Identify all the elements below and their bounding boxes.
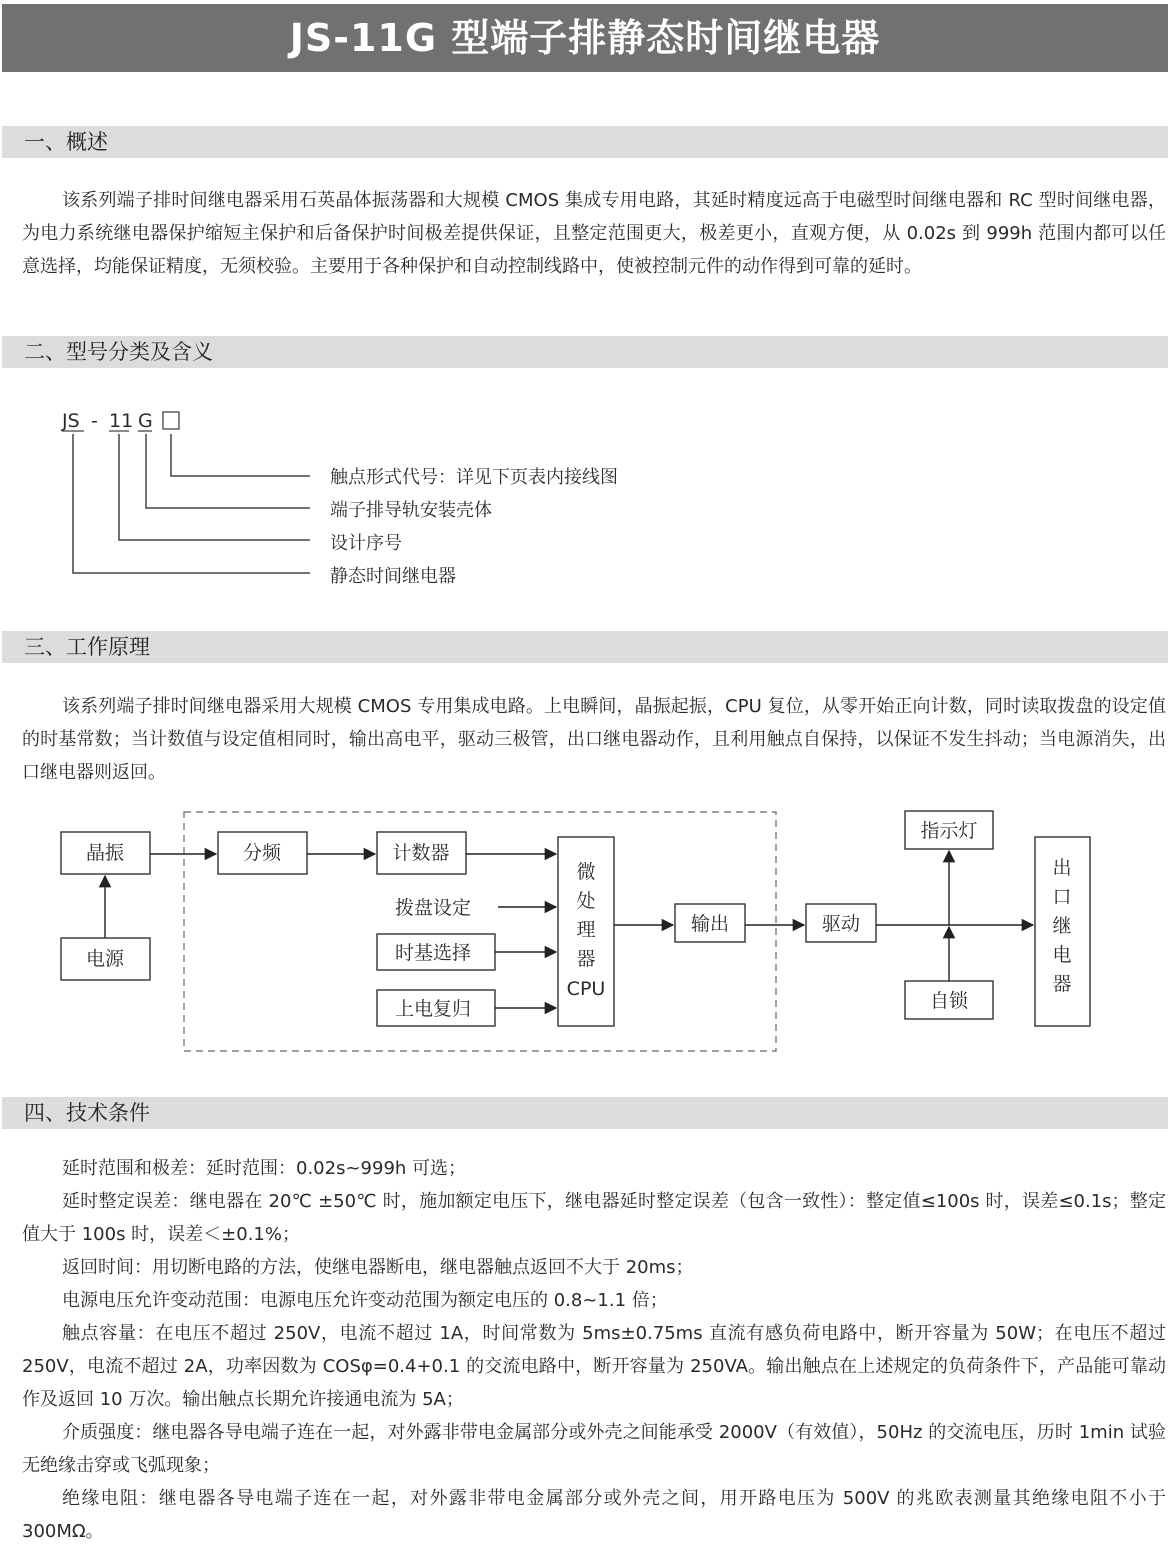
spec-return-time: 返回时间：用切断电路的方法，使继电器断电，继电器触点返回不大于 20ms； [62, 1257, 694, 1278]
model-code-dash: - [91, 410, 98, 432]
indicator-lamp-label: 指示灯 [920, 820, 978, 842]
tech-specs-list [22, 1152, 1166, 1548]
section-specs-heading: 四、技术条件 [2, 1097, 1168, 1129]
timebase-label: 时基选择 [394, 942, 472, 964]
model-label-contact: 触点形式代号：详见下页表内接线图 [330, 467, 618, 488]
cpu-char-2: 处 [576, 890, 596, 912]
model-code-number: 11 [109, 410, 134, 432]
model-code-diagram [0, 400, 700, 600]
relay-char-5: 器 [1052, 973, 1072, 995]
spec-voltage-range: 电源电压允许变动范围：电源电压允许变动范围为额定电压的 0.8~1.1 倍； [62, 1290, 668, 1311]
model-code-leader-lines [73, 434, 310, 573]
divider-label: 分频 [242, 842, 282, 864]
crystal-label: 晶振 [85, 842, 125, 864]
model-label-housing: 端子排导轨安装壳体 [330, 500, 492, 521]
drive-label: 驱动 [821, 913, 861, 935]
section-overview-heading: 一、概述 [2, 126, 1168, 158]
spec-delay-range: 延时范围和极差：延时范围：0.02s~999h 可选； [62, 1158, 467, 1179]
cpu-char-4: 器 [576, 948, 596, 970]
page-title: JS-11G 型端子排静态时间继电器 [2, 4, 1168, 72]
block-diagram [0, 800, 1170, 1060]
spec-insulation-resistance: 绝缘电阻：继电器各导电端子连在一起，对外露非带电金属部分或外壳之间，用开路电压为 500V 的兆欧表测量其绝缘电阻不小于 300MΩ。 [22, 1488, 1166, 1542]
model-label-design: 设计序号 [330, 533, 402, 554]
overview-paragraph: 该系列端子排时间继电器采用石英晶体振荡器和大规模 CMOS 集成专用电路，其延时精度远高于电磁型时间继电器和 RC 型时间继电器，为电力系统继电器保护缩短主保护和后备保护时间极差提供保证，且整定范围更大，极差更小，直观方便，从 0.02s 到 999h 范围内都可以任意选择，均能保证精度，无须校验。主要用于各种保护和自动控制线路中，使被控制元件的动作得到可靠的延时。 [22, 190, 1166, 277]
model-code-g: G [138, 410, 153, 432]
relay-char-4: 电 [1052, 944, 1072, 966]
section-model-heading: 二、型号分类及含义 [2, 336, 1168, 368]
model-label-relay: 静态时间继电器 [330, 566, 456, 587]
relay-char-2: 口 [1052, 886, 1072, 908]
cpu-label: CPU [566, 978, 606, 1000]
spec-delay-error: 延时整定误差：继电器在 20℃ ±50℃ 时，施加额定电压下，继电器延时整定误差（包含一致性）：整定值≤100s 时，误差≤0.1s；整定值大于 100s 时，误差＜±0.1%； [22, 1191, 1166, 1245]
cpu-char-3: 理 [576, 919, 596, 941]
section-principle-heading: 三、工作原理 [2, 631, 1168, 663]
relay-char-1: 出 [1052, 857, 1072, 879]
self-lock-label: 自锁 [929, 990, 969, 1012]
spec-contact-capacity: 触点容量：在电压不超过 250V，电流不超过 1A，时间常数为 5ms±0.75ms 直流有感负荷电路中，断开容量为 50W；在电压不超过 250V，电流不超过 2A，功率因数为 COSφ=0.4+0.1 的交流电路中，断开容量为 250VA。输出触点在上述规定的负荷条件下，产品能可靠动作及返回 10 万次。输出触点长期允许接通电流为 5A； [22, 1323, 1166, 1410]
spec-dielectric-strength: 介质强度：继电器各导电端子连在一起，对外露非带电金属部分或外壳之间能承受 2000V（有效值），50Hz 的交流电压，历时 1min 试验无绝缘击穿或飞弧现象； [22, 1422, 1166, 1476]
output-label: 输出 [690, 913, 730, 935]
principle-paragraph: 该系列端子排时间继电器采用大规模 CMOS 专用集成电路。上电瞬间，晶振起振，CPU 复位，从零开始正向计数，同时读取拨盘的设定值的时基常数；当计数值与设定值相同时，输出高电平，驱动三极管，出口继电器动作，且利用触点自保持，以保证不发生抖动；当电源消失，出口继电器则返回。 [22, 696, 1166, 783]
model-code-placeholder-box [163, 412, 179, 429]
power-on-reset-label: 上电复归 [394, 998, 472, 1020]
dial-setting-label: 拨盘设定 [394, 897, 472, 919]
model-code-js: JS [62, 410, 80, 432]
counter-label: 计数器 [392, 842, 450, 864]
cpu-char-1: 微 [576, 861, 596, 883]
relay-char-3: 继 [1052, 915, 1072, 937]
power-label: 电源 [85, 948, 125, 970]
